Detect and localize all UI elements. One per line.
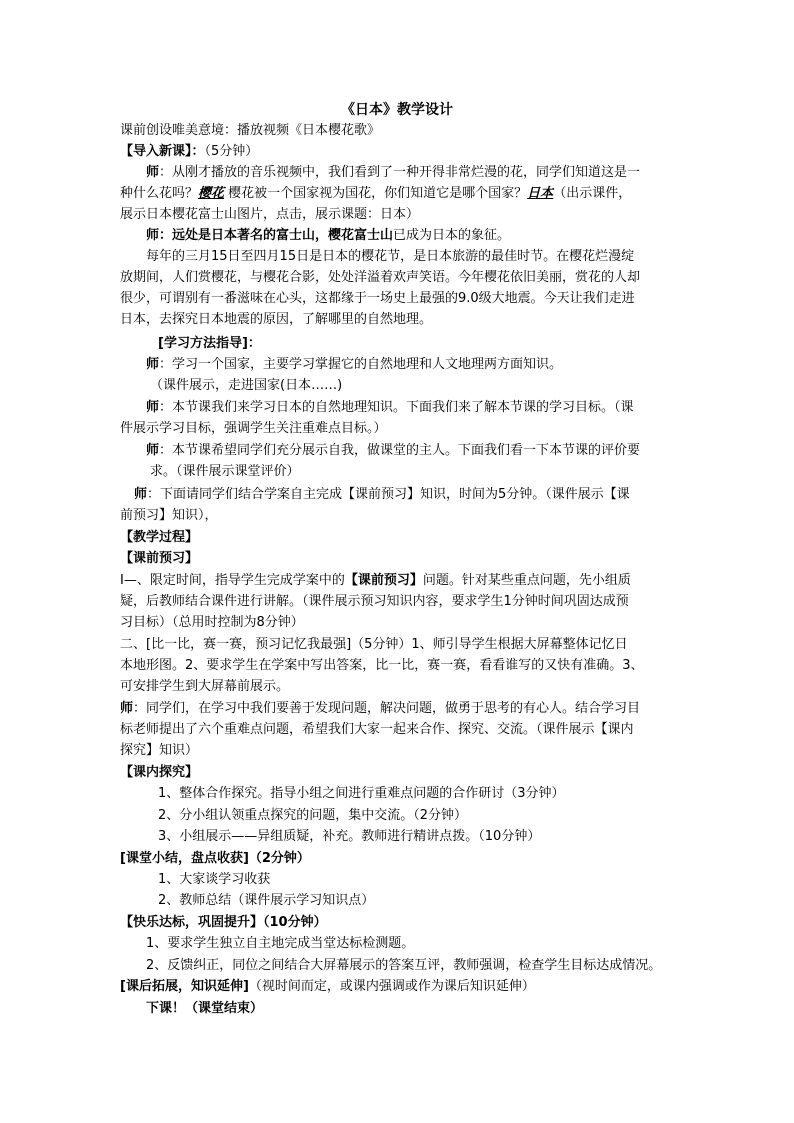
paragraph-line: 标老师提出了六个重难点问题，希望我们大家一起来合作、探究、交流。（课件展示【课内 bbox=[120, 722, 634, 737]
paragraph-line: 日本，去探究日本地震的原因，了解哪里的自然地理。 bbox=[120, 312, 433, 327]
teacher-label: 师 bbox=[146, 443, 160, 458]
list-item: 2、反馈纠正，同位之间结合大屏幕展示的答案互评，教师强调，检查学生目标达成情况。 bbox=[146, 958, 662, 973]
list-item: 3、小组展示——异组质疑，补充。教师进行精讲点拨。（10分钟） bbox=[158, 829, 541, 844]
paragraph-line bbox=[146, 398, 706, 418]
section-heading-process: 【教学过程】 bbox=[120, 530, 199, 545]
paragraph-line: 前预习】知识）， bbox=[120, 508, 218, 523]
teacher-label: 师 bbox=[134, 487, 148, 502]
paragraph-line bbox=[146, 441, 706, 461]
paragraph-line: （课件展示，走进国家(日本……) bbox=[150, 378, 343, 393]
paragraph-line bbox=[134, 485, 694, 505]
bold-text: [课后拓展，知识延伸] bbox=[120, 979, 249, 994]
section-heading-extension bbox=[120, 977, 680, 997]
paragraph-text: ：本节课我们来学习日本的自然地理知识。下面我们来了解本节课的学习目标。（课 bbox=[159, 400, 634, 415]
paragraph-line: 件展示学习目标，强调学生关注重难点目标。） bbox=[120, 421, 387, 436]
paragraph-text: ：下面请同学们结合学案自主完成【课前预习】知识，时间为5分钟。（课件展示【课 bbox=[147, 487, 630, 502]
list-item: 1、要求学生独立自主地完成当堂达标检测题。 bbox=[146, 936, 415, 951]
paragraph-line: 习目标）（总用时控制为8分钟） bbox=[120, 615, 304, 630]
paragraph-text: 问题。针对某些重点问题，先小组质 bbox=[422, 573, 631, 588]
paragraph-line: 疑，后教师结合课件进行讲解。（课件展示预习知识内容，要求学生1分钟时间巩固达成预 bbox=[120, 594, 629, 609]
teacher-label: 师 bbox=[146, 357, 160, 372]
list-item: 1、整体合作探究。指导小组之间进行重难点问题的合作研讨（3分钟） bbox=[158, 786, 565, 801]
paragraph-line: 本地形图。2、要求学生在学案中写出答案，比一比，赛一赛，看看谁写的又快有准确。3、 bbox=[120, 658, 644, 673]
section-heading-intro bbox=[120, 142, 680, 162]
emphasis-japan: 日本 bbox=[527, 186, 554, 201]
paragraph-text: ：同学们，在学习中我们要善于发现问题，解决问题，做勇于思考的有心人。结合学习目 bbox=[133, 701, 641, 716]
teacher-label: 师 bbox=[120, 701, 134, 716]
paragraph-text: （出示课件， bbox=[553, 186, 632, 201]
heading-text: 【导入新课】： bbox=[120, 144, 205, 159]
section-heading-method: [学习方法指导]： bbox=[158, 336, 261, 351]
paragraph-line bbox=[146, 355, 706, 375]
paragraph-text: （视时间而定，或课内强调或作为课后知识延伸） bbox=[248, 979, 535, 994]
section-heading-practice: 【快乐达标，巩固提升】（10分钟） bbox=[120, 915, 327, 930]
paragraph-text: 种什么花吗？ bbox=[120, 186, 199, 201]
section-heading-inquiry: 【课内探究】 bbox=[120, 765, 199, 780]
list-item: 1、大家谈学习收获 bbox=[158, 872, 271, 887]
list-item: 2、教师总结（课件展示学习知识点） bbox=[158, 893, 375, 908]
paragraph-line bbox=[146, 163, 706, 183]
paragraph-line: 展示日本樱花富士山图片，点击，展示课题：日本） bbox=[120, 207, 420, 222]
section-heading-preview: 【课前预习】 bbox=[120, 551, 199, 566]
document-title: 《日本》教学设计 bbox=[341, 102, 453, 118]
paragraph-line bbox=[120, 571, 680, 591]
paragraph-line: 很少，可谓别有一番滋味在心头，这都缘于一场史上最强的9.0级大地震。今天让我们走进 bbox=[120, 291, 635, 306]
paragraph-text: Ⅰ—、限定时间，指导学生完成学案中的 bbox=[120, 573, 345, 588]
paragraph-line bbox=[120, 699, 680, 719]
paragraph-text: ：学习一个国家，主要学习掌握它的自然地理和人文地理两方面知识。 bbox=[159, 357, 563, 372]
paragraph-text: ：本节课希望同学们充分展示自我，做课堂的主人。下面我们看一下本节课的评价要 bbox=[159, 443, 641, 458]
paragraph-line: 求。（课件展示课堂评价） bbox=[150, 464, 300, 479]
paragraph-text: 樱花被一个国家视为国花，你们知道它是哪个国家？ bbox=[224, 186, 528, 201]
paragraph-line: 放期间，人们赏樱花，与樱花合影，处处洋溢着欢声笑语。今年樱花依旧美丽，赏花的人却 bbox=[120, 270, 641, 285]
paragraph-line bbox=[120, 184, 680, 204]
list-item: 2、分小组认领重点探究的问题，集中交流。（2分钟） bbox=[158, 808, 468, 823]
section-heading-summary: [课堂小结，盘点收获]（2分钟） bbox=[120, 851, 310, 866]
teacher-label: 师 bbox=[146, 165, 160, 180]
paragraph-line: 探究】知识） bbox=[120, 743, 199, 758]
bold-text: 师：远处是日本著名的富士山，樱花富士山 bbox=[146, 228, 394, 243]
emphasis-sakura: 樱花 bbox=[198, 186, 225, 201]
paragraph-line: 可安排学生到大屏幕前展示。 bbox=[120, 679, 290, 694]
paragraph-line bbox=[146, 226, 706, 246]
closing-line: 下课！（课堂结束） bbox=[146, 1001, 264, 1016]
paragraph-line: 课前创设唯美意境：播放视频《日本樱花歌》 bbox=[120, 123, 381, 138]
teacher-label: 师 bbox=[146, 400, 160, 415]
paragraph-line: 二、[比一比，赛一赛，预习记忆我最强]（5分钟）1、师引导学生根据大屏幕整体记忆日 bbox=[120, 637, 628, 652]
paragraph-text: 已成为日本的象征。 bbox=[393, 228, 511, 243]
time-note: （5分钟） bbox=[204, 144, 259, 159]
bold-text: 【课前预习】 bbox=[344, 573, 423, 588]
paragraph-line: 每年的三月15日至四月15日是日本的樱花节，是日本旅游的最佳时节。在樱花烂漫绽 bbox=[146, 249, 635, 264]
paragraph-text: ：从刚才播放的音乐视频中，我们看到了一种开得非常烂漫的花，同学们知道这是一 bbox=[159, 165, 641, 180]
